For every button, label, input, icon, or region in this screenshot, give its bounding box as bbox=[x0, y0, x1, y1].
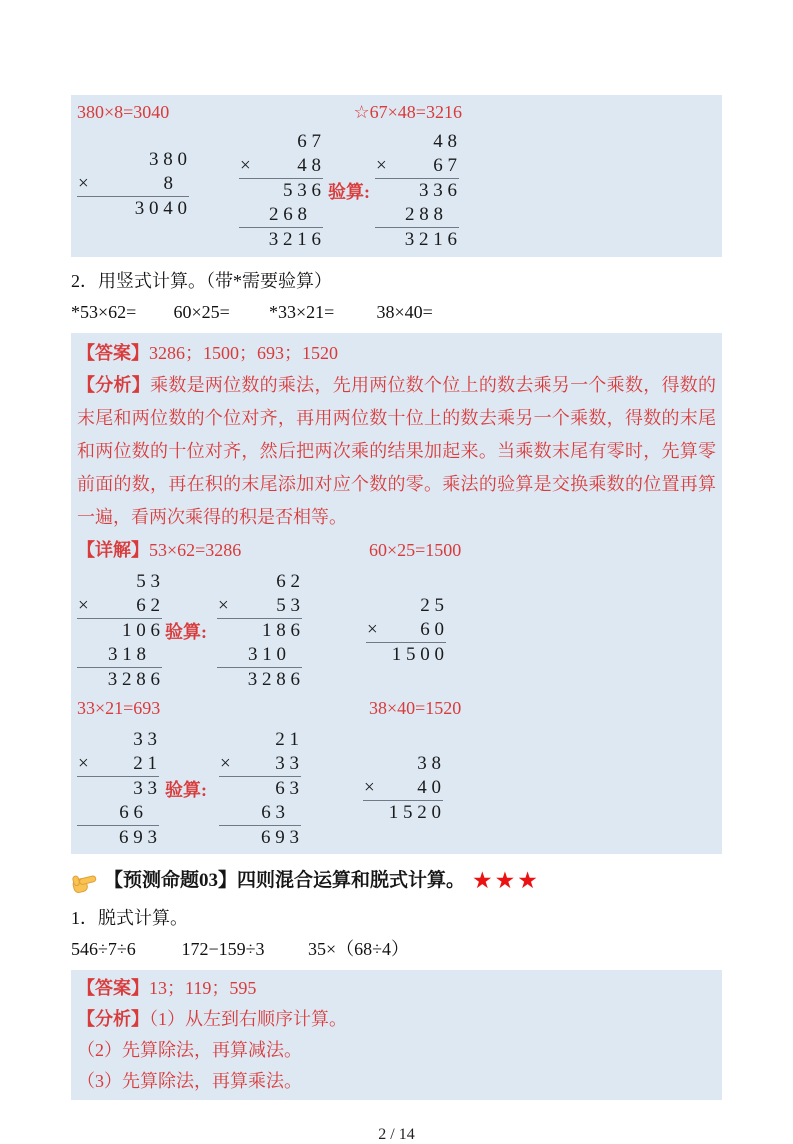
pointing-finger-icon bbox=[69, 867, 100, 895]
spacer bbox=[162, 570, 165, 571]
question-2-title: 2．用竖式计算。（带*需要验算） bbox=[71, 271, 332, 291]
calc-result-row: 3 2 1 6 bbox=[268, 229, 321, 250]
check-label: 验算: bbox=[328, 182, 370, 202]
answer-line bbox=[77, 973, 716, 1004]
calc-multiplier-row: 8 × bbox=[77, 172, 189, 197]
equation-67x48: ☆67×48=3216 bbox=[353, 102, 462, 122]
detail-label: 【详解】 bbox=[77, 540, 149, 560]
detail-line bbox=[77, 534, 716, 566]
question-1-title: 1．脱式计算。 bbox=[71, 908, 188, 928]
multiply-sign: × bbox=[367, 619, 378, 640]
calc-multiplicand-row: 6 2 bbox=[276, 571, 300, 592]
vertical-multiplication bbox=[363, 752, 443, 825]
detail-equation-2: 60×25=1500 bbox=[369, 540, 462, 560]
detail-equation-4: 38×40=1520 bbox=[369, 698, 462, 718]
vertical-calc-row bbox=[77, 130, 716, 252]
problem-53x62: *53×62= bbox=[71, 302, 137, 322]
equation-row bbox=[77, 102, 716, 122]
calc-partial-product-row: 3 3 bbox=[133, 778, 157, 799]
equation-380x8: 380×8=3040 bbox=[77, 102, 170, 122]
multiply-sign: × bbox=[78, 173, 89, 194]
problem-172-159-3: 172−159÷3 bbox=[181, 939, 265, 959]
calc-multiplicand-row: 3 3 bbox=[133, 729, 157, 750]
calc-multiplicand-row: 2 1 bbox=[275, 729, 299, 750]
analysis-line-2: （2）先算除法，再算减法。 bbox=[77, 1040, 302, 1060]
spacer bbox=[302, 570, 366, 571]
rating-stars: ★★★ bbox=[472, 868, 540, 893]
multiply-sign: × bbox=[78, 753, 89, 774]
calc-result-row: 3 2 1 6 bbox=[404, 229, 457, 250]
calc-partial-product-row: 6 6 bbox=[77, 801, 159, 826]
calc-partial-product-row: 1 0 6 bbox=[122, 620, 160, 641]
calc-multiplier-row: 4 8 × bbox=[239, 154, 323, 179]
question-2-problems bbox=[71, 301, 722, 323]
calc-multiplicand-row: 2 5 bbox=[420, 595, 444, 616]
spacer bbox=[323, 130, 328, 131]
vertical-calc-row bbox=[77, 728, 716, 850]
highlight-box-answer-3 bbox=[71, 970, 722, 1100]
detail-equation-3: 33×21=693 bbox=[77, 698, 161, 718]
vertical-multiplication bbox=[219, 728, 301, 850]
multiply-sign: × bbox=[364, 777, 375, 798]
section-heading bbox=[71, 868, 722, 894]
calc-partial-product-row: 1 8 6 bbox=[262, 620, 300, 641]
vertical-multiplication bbox=[239, 130, 323, 252]
calc-multiplicand-row: 3 8 bbox=[417, 753, 441, 774]
problem-60x25: 60×25= bbox=[173, 302, 230, 322]
calc-result-row: 3 2 8 6 bbox=[247, 669, 300, 690]
analysis-line-1 bbox=[77, 1004, 716, 1035]
vertical-multiplication bbox=[77, 728, 159, 850]
problem-33x21: *33×21= bbox=[269, 302, 335, 322]
answer-line bbox=[77, 337, 716, 369]
calc-multiplicand-row: 4 8 bbox=[433, 131, 457, 152]
calc-result-row: 1 5 0 0 bbox=[391, 644, 444, 665]
calc-multiplicand-row: 6 7 bbox=[297, 131, 321, 152]
vertical-multiplication bbox=[77, 148, 189, 221]
spacer bbox=[189, 130, 239, 131]
calc-partial-product-row: 5 3 6 bbox=[283, 180, 321, 201]
answer-values: 13；119；595 bbox=[149, 978, 257, 998]
page-number: 2 / 14 bbox=[378, 1126, 415, 1143]
analysis-label: 【分析】 bbox=[77, 375, 151, 395]
calc-multiplier-row: 4 0 × bbox=[363, 776, 443, 801]
problem-35-68-4: 35×（68÷4） bbox=[308, 939, 410, 959]
analysis-line-3: （3）先算除法，再算乘法。 bbox=[77, 1071, 302, 1091]
spacer bbox=[301, 728, 363, 729]
problem-546-7-6: 546÷7÷6 bbox=[71, 939, 136, 959]
analysis-paragraph bbox=[77, 369, 716, 534]
answer-label: 【答案】 bbox=[77, 978, 149, 998]
highlight-box-worked-example bbox=[71, 95, 722, 257]
multiply-sign: × bbox=[240, 155, 251, 176]
problem-38x40: 38×40= bbox=[376, 302, 433, 322]
answer-label: 【答案】 bbox=[77, 343, 149, 363]
calc-partial-product-row: 2 8 8 bbox=[375, 203, 459, 228]
spacer bbox=[207, 728, 219, 729]
calc-result-row: 6 9 3 bbox=[119, 827, 157, 848]
calc-partial-product-row: 3 3 6 bbox=[419, 180, 457, 201]
calc-multiplicand-row: 5 3 bbox=[136, 571, 160, 592]
calc-multiplier-row: 6 7 × bbox=[375, 154, 459, 179]
calc-partial-product-row: 6 3 bbox=[219, 801, 301, 826]
vertical-multiplication bbox=[77, 570, 162, 692]
multiply-sign: × bbox=[376, 155, 387, 176]
section-heading-text: 【预测命题03】四则混合运算和脱式计算。 bbox=[104, 870, 466, 891]
calc-result-row: 3 2 8 6 bbox=[107, 669, 160, 690]
detail-line-2 bbox=[77, 692, 716, 724]
calc-multiplicand-row: 3 8 0 bbox=[149, 149, 187, 170]
calc-multiplier-row: 6 2 × bbox=[77, 594, 162, 619]
calc-partial-product-row: 6 3 bbox=[275, 778, 299, 799]
calc-result-row: 6 9 3 bbox=[261, 827, 299, 848]
analysis-text: 乘数是两位数的乘法，先用两位数个位上的数去乘另一个乘数，得数的末尾和两位数的个位对齐，再用两位数十位上的数去乘另一个乘数，得数的末尾和两位数的十位对齐，然后把两次乘的结果加起来。当乘数末尾有零时，先算零前面的数，再在积的末尾添加对应个数的零。乘法的验算是交换乘数的位置再算一遍，看两次乘得的积是否相等。 bbox=[77, 375, 717, 527]
vertical-multiplication bbox=[366, 594, 446, 667]
question-1-problems bbox=[71, 938, 722, 960]
calc-partial-product-row: 3 1 8 bbox=[77, 643, 162, 668]
multiply-sign: × bbox=[218, 595, 229, 616]
check-label: 验算: bbox=[165, 622, 207, 642]
calc-multiplier-row: 5 3 × bbox=[217, 594, 302, 619]
calc-multiplier-row: 3 3 × bbox=[219, 752, 301, 777]
vertical-multiplication bbox=[217, 570, 302, 692]
check-label: 验算: bbox=[165, 780, 207, 800]
analysis-step-1: （1）从左到右顺序计算。 bbox=[149, 1009, 347, 1029]
calc-multiplier-row: 2 1 × bbox=[77, 752, 159, 777]
calc-result-row: 3 0 4 0 bbox=[134, 198, 187, 219]
analysis-label: 【分析】 bbox=[77, 1009, 149, 1029]
vertical-calc-row bbox=[77, 570, 716, 692]
vertical-multiplication bbox=[375, 130, 459, 252]
multiply-sign: × bbox=[78, 595, 89, 616]
calc-result-row: 1 5 2 0 bbox=[388, 802, 441, 823]
calc-multiplier-row: 6 0 × bbox=[366, 618, 446, 643]
calc-partial-product-row: 3 1 0 bbox=[217, 643, 302, 668]
calc-partial-product-row: 2 6 8 bbox=[239, 203, 323, 228]
spacer bbox=[207, 570, 217, 571]
answer-values: 3286；1500；693；1520 bbox=[149, 343, 338, 363]
highlight-box-answer-2 bbox=[71, 333, 722, 854]
spacer bbox=[159, 728, 165, 729]
multiply-sign: × bbox=[220, 753, 231, 774]
detail-equation-1: 53×62=3286 bbox=[149, 540, 242, 560]
